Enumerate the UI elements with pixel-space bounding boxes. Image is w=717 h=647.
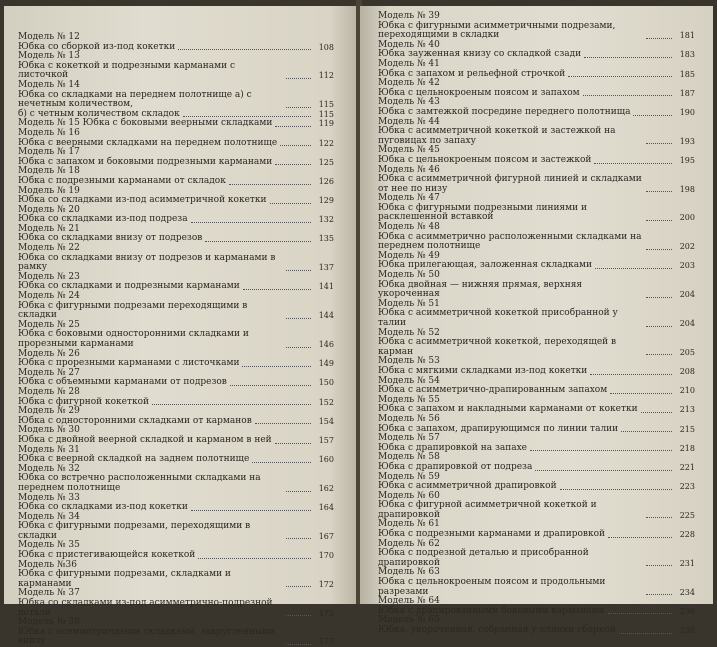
entry-description: Юбка с запахом и накладными карманами от кокетки xyxy=(378,404,638,415)
entry-line xyxy=(378,549,695,568)
toc-entry xyxy=(378,520,695,539)
entry-description: Юбка двойная — нижняя прямая, верхняя укороченная xyxy=(378,279,583,300)
dot-leader xyxy=(286,318,311,319)
toc-entry xyxy=(378,223,695,252)
dot-leader xyxy=(646,38,672,39)
page-number: 150 xyxy=(318,378,334,388)
dot-leader xyxy=(621,431,672,432)
model-number: Модель № 14 xyxy=(18,79,80,90)
toc-entry xyxy=(18,589,334,618)
toc-entry xyxy=(18,369,334,388)
entry-description: Юбка прилегающая, заложенная складками xyxy=(378,260,593,271)
model-number: Модель № 38 xyxy=(18,617,80,628)
page-number: 218 xyxy=(679,443,695,453)
entry-description: Юбка с подрезными карманами и драпировкой xyxy=(378,529,606,540)
page-number: 112 xyxy=(318,71,334,81)
toc-entry xyxy=(378,492,695,521)
entry-line xyxy=(18,91,334,110)
toc-entry xyxy=(18,129,334,148)
dot-leader xyxy=(286,538,311,539)
entry-line xyxy=(378,22,695,41)
page-number: 204 xyxy=(679,290,695,300)
toc-entry xyxy=(378,357,695,376)
page-number: 154 xyxy=(318,416,334,426)
model-number: Модель № 27 xyxy=(18,367,80,378)
model-number: Модель № 56 xyxy=(378,413,440,424)
toc-list-right xyxy=(378,12,695,636)
dot-leader xyxy=(286,644,311,645)
toc-entry xyxy=(378,60,695,79)
entry-line xyxy=(378,578,695,597)
toc-list-left xyxy=(18,33,334,647)
model-number: Модель № 52 xyxy=(378,327,440,338)
page-number: 215 xyxy=(679,424,695,434)
toc-entry xyxy=(378,252,695,271)
page-number: 200 xyxy=(679,213,695,223)
entry-line xyxy=(378,175,695,194)
toc-entry xyxy=(18,513,334,542)
model-number: Модель № 31 xyxy=(18,444,80,455)
model-number: Модель № 34 xyxy=(18,511,80,522)
model-number: Модель № 18 xyxy=(18,166,80,177)
page-number: 225 xyxy=(679,510,695,520)
dot-leader xyxy=(255,423,311,424)
entry-description: Юбка с фигурными подрезами, складками и карманами xyxy=(18,569,231,589)
entry-line xyxy=(378,281,695,300)
dot-leader xyxy=(242,366,311,367)
toc-entry xyxy=(378,79,695,98)
dot-leader xyxy=(286,347,311,348)
entry-description: Юбка с кокеткой и подрезными карманами с листочкой xyxy=(18,60,236,81)
entry-line xyxy=(378,338,695,357)
toc-entry xyxy=(378,540,695,569)
page-number: 204 xyxy=(679,319,695,328)
dot-leader xyxy=(280,145,311,146)
entry-line xyxy=(378,127,695,146)
page-number: 170 xyxy=(318,551,334,561)
entry-line xyxy=(18,522,334,541)
page-number: 137 xyxy=(318,263,334,273)
entry-line xyxy=(18,330,334,349)
entry-description: Юбка с асимметрично-драпированным запахом xyxy=(378,385,608,396)
page-number: 202 xyxy=(679,242,695,252)
model-number: Модель № 60 xyxy=(378,490,440,501)
entry-description: Юбка с запахом и рельефной строчкой xyxy=(378,68,566,79)
model-number: Модель № 16 xyxy=(18,127,80,138)
toc-entry xyxy=(378,166,695,195)
entry-description: Юбка с фигурными асимметричными подрезами, переходящими в складки xyxy=(378,20,616,41)
toc-entry xyxy=(18,206,334,225)
model-number: Модель № 42 xyxy=(378,78,440,89)
entry-description: Юбка с цельнокроеным поясом и запахом xyxy=(378,87,580,98)
dot-leader xyxy=(646,517,672,518)
entry-line xyxy=(378,233,695,252)
dot-leader xyxy=(205,241,311,242)
model-number: Модель № 41 xyxy=(378,58,440,69)
model-number: Модель № 43 xyxy=(378,97,440,108)
toc-entry xyxy=(18,148,334,167)
entry-description: Юбка с замтежкой посредине переднего полотнища xyxy=(378,106,631,117)
page-number: 181 xyxy=(679,31,695,41)
dot-leader xyxy=(646,220,672,221)
page-number: 141 xyxy=(318,282,334,292)
toc-entry xyxy=(378,329,695,358)
dot-leader xyxy=(286,491,311,492)
page-number: 157 xyxy=(318,435,334,445)
toc-entry xyxy=(18,426,334,445)
page-number: 164 xyxy=(318,503,334,513)
dot-leader xyxy=(594,163,672,164)
model-number: Модель № 39 xyxy=(378,11,440,21)
page-number: 162 xyxy=(318,483,334,493)
page-number: 126 xyxy=(318,176,334,186)
toc-entry xyxy=(378,415,695,434)
toc-entry xyxy=(378,434,695,453)
dot-leader xyxy=(583,95,672,96)
model-number: Модель № 61 xyxy=(378,519,440,530)
model-number: Модель № 55 xyxy=(378,394,440,405)
dot-leader xyxy=(608,537,672,538)
toc-entry xyxy=(18,81,334,110)
dot-leader xyxy=(230,385,311,386)
model-number: Модель № 29 xyxy=(18,406,80,417)
model-number: Модель № 28 xyxy=(18,386,80,397)
dot-leader xyxy=(560,489,672,490)
dot-leader xyxy=(646,354,672,355)
entry-description: б) с четным количеством складок xyxy=(18,108,180,119)
dot-leader xyxy=(286,615,311,616)
dot-leader xyxy=(191,510,311,511)
entry-description: Юбка с веерными складками на переднем полотнище xyxy=(18,137,278,148)
model-number: Модель № 33 xyxy=(18,492,80,503)
dot-leader xyxy=(641,412,672,413)
dot-leader xyxy=(530,450,672,451)
model-number: Модель № 25 xyxy=(18,319,80,330)
entry-line xyxy=(378,626,695,636)
entry-description: Юбка, укороченная, собранная у планки сборкой xyxy=(378,625,616,635)
model-number: Модель № 62 xyxy=(378,538,440,549)
entry-description: Юбка с объемными карманами от подрезов xyxy=(18,377,227,388)
page-number: 108 xyxy=(318,42,334,52)
page-number: 122 xyxy=(318,138,334,148)
entry-description: Юбка со складками из-под асимметричной кокетки xyxy=(18,195,267,206)
dot-leader xyxy=(535,470,672,471)
page-number: 119 xyxy=(318,119,334,129)
page-number: 115 xyxy=(318,109,334,119)
toc-entry xyxy=(378,12,695,41)
model-number: Модель № 63 xyxy=(378,567,440,578)
toc-entry xyxy=(18,52,334,81)
entry-line xyxy=(18,628,334,647)
toc-entry xyxy=(378,271,695,300)
toc-entry xyxy=(18,33,334,52)
page-number: 185 xyxy=(679,69,695,79)
page-number: 203 xyxy=(679,261,695,271)
toc-entry xyxy=(18,494,334,513)
model-number: Модель № 26 xyxy=(18,348,80,359)
dot-leader xyxy=(646,191,672,192)
model-number: Модель № 37 xyxy=(18,588,80,599)
toc-entry xyxy=(18,167,334,186)
page-number: 228 xyxy=(679,530,695,540)
dot-leader xyxy=(243,289,311,290)
dot-leader xyxy=(610,393,672,394)
page-number: 210 xyxy=(679,386,695,396)
toc-entry xyxy=(18,388,334,407)
dot-leader xyxy=(646,326,672,327)
toc-entry xyxy=(18,225,334,244)
entry-description: Юбка с драпировкой на запахе xyxy=(378,442,527,453)
entry-line xyxy=(18,254,334,273)
entry-description: Юбка с асимметричной фигурной линией и складками от нее по низу xyxy=(378,174,642,194)
dot-leader xyxy=(646,249,672,250)
dot-leader xyxy=(275,126,311,127)
toc-entry xyxy=(18,618,334,647)
dot-leader xyxy=(646,594,672,595)
dot-leader xyxy=(590,374,672,375)
model-number: Модель № 57 xyxy=(378,433,440,444)
page-number: 221 xyxy=(679,462,695,472)
model-number: Модель № 50 xyxy=(378,270,440,281)
page-number: 205 xyxy=(679,347,695,357)
entry-description: Юбка с подрезной деталью и присобранной драпировкой xyxy=(378,548,589,568)
page-number: 175 xyxy=(318,608,334,618)
toc-entry xyxy=(378,597,695,616)
page-number: 135 xyxy=(318,234,334,244)
dot-leader xyxy=(275,443,311,444)
page-number: 231 xyxy=(679,558,695,568)
model-number: Модель № 45 xyxy=(378,145,440,156)
entry-description: Юбка со складками из-под подреза xyxy=(18,214,188,225)
dot-leader xyxy=(584,57,672,58)
entry-line xyxy=(18,599,334,618)
model-number: Модель № 46 xyxy=(378,164,440,175)
toc-entry xyxy=(18,244,334,273)
page-number: 187 xyxy=(679,88,695,98)
dot-leader xyxy=(286,270,311,271)
dot-leader xyxy=(608,613,672,614)
model-number: Модель № 21 xyxy=(18,223,80,234)
entry-description: Юбка с асимметричной кокеткой, переходящей в карман xyxy=(378,337,617,357)
model-number: Модель № 35 xyxy=(18,540,80,551)
entry-line xyxy=(18,570,334,589)
model-number: Модель № 20 xyxy=(18,204,80,215)
model-number: Модель № 44 xyxy=(378,116,440,127)
entry-description: Юбка с прорезными карманами с листочками xyxy=(18,358,240,369)
toc-entry xyxy=(378,396,695,415)
entry-description: Юбка со складками внизу от подрезов и карманами в рамку xyxy=(18,252,276,273)
dot-leader xyxy=(286,586,311,587)
entry-description: Юбка с мягкими складками из-под кокетки xyxy=(378,365,588,376)
page-number: 190 xyxy=(679,107,695,117)
entry-description: Юбка с боковыми односторонними складками и прорезными карманами xyxy=(18,329,249,349)
toc-entry xyxy=(378,473,695,492)
page-number: 198 xyxy=(679,184,695,194)
model-number: Модель №36 xyxy=(18,559,77,570)
page-number: 152 xyxy=(318,397,334,407)
entry-line xyxy=(18,302,334,321)
page-number: 115 xyxy=(318,100,334,110)
dot-leader xyxy=(275,164,311,165)
model-number: Модель № 53 xyxy=(378,356,440,367)
dot-leader xyxy=(286,78,311,79)
toc-entry xyxy=(18,187,334,206)
entry-description: Юбка с цельнокроеным поясом и застежкой xyxy=(378,154,592,165)
entry-line xyxy=(378,501,695,520)
entry-description: Юбка со сборкой из-под кокетки xyxy=(18,41,176,52)
page-number: 129 xyxy=(318,196,334,206)
dot-leader xyxy=(198,558,311,559)
page-number: 172 xyxy=(318,579,334,589)
model-number: Модель № 30 xyxy=(18,425,80,436)
entry-description: Юбка с асимметрично расположенными складками на переднем полотнище xyxy=(378,231,642,252)
entry-description: Юбка с фигурной асимметричной кокеткой и драпировкой xyxy=(378,500,597,520)
dot-leader xyxy=(646,143,672,144)
entry-description: Юбка со встречно расположенными складками на переднем полотнище xyxy=(18,473,261,493)
entry-description: Юбка с веерной складкой на заднем полотнище xyxy=(18,454,250,465)
entry-description: Юбка с фигурной кокеткой xyxy=(18,396,150,407)
page-number: 213 xyxy=(679,405,695,415)
entry-description: Юбка с пристегивающейся кокеткой xyxy=(18,550,196,561)
model-number: Модель № 24 xyxy=(18,291,80,302)
model-number: Модель № 32 xyxy=(18,463,80,474)
toc-entry xyxy=(378,118,695,147)
page-number: 144 xyxy=(318,311,334,321)
dot-leader xyxy=(252,462,311,463)
page-number: 236 xyxy=(679,606,695,616)
entry-description: Юбка с асимметричной драпировкой xyxy=(378,481,557,492)
entry-line xyxy=(18,474,334,493)
entry-description: Юбка со складками внизу от подрезов xyxy=(18,233,203,244)
toc-entry xyxy=(378,568,695,597)
page-number: 125 xyxy=(318,157,334,167)
left-page xyxy=(4,6,358,647)
model-number: Модель № 47 xyxy=(378,193,440,204)
dot-leader xyxy=(633,115,672,116)
toc-entry xyxy=(18,350,334,369)
model-number: Модель № 19 xyxy=(18,185,80,196)
model-number: Модель № 13 xyxy=(18,51,80,62)
page-number: 183 xyxy=(679,50,695,60)
page-number: 223 xyxy=(679,482,695,492)
toc-entry xyxy=(18,541,334,560)
entry-description: Юбка со складками на переднем полотнище а) с нечетным количеством, xyxy=(18,89,252,110)
page-number: 160 xyxy=(318,455,334,465)
page-number: 238 xyxy=(679,626,695,635)
page-number: 146 xyxy=(318,340,334,349)
entry-description: Юбка с фигурными подрезами, переходящими в складки xyxy=(18,521,251,541)
page-number: 234 xyxy=(679,587,695,597)
model-number: Модель № 17 xyxy=(18,147,80,158)
page-number: 177 xyxy=(318,637,334,647)
entry-line xyxy=(18,62,334,81)
toc-entry xyxy=(18,446,334,465)
page-number: 132 xyxy=(318,215,334,225)
model-number: Модель № 51 xyxy=(378,298,440,309)
model-number: Модель № 12 xyxy=(18,32,80,42)
entry-description: Юбка с подрезными карманами от складок xyxy=(18,175,226,186)
model-number: Модель № 23 xyxy=(18,271,80,282)
model-number: Модель № 54 xyxy=(378,375,440,386)
toc-entry xyxy=(378,377,695,396)
entry-description: Юбка с запахом, драпирующимся по линии талии xyxy=(378,423,619,434)
toc-entry xyxy=(378,453,695,472)
toc-entry xyxy=(378,194,695,223)
dot-leader xyxy=(286,107,311,108)
model-number: Модель № 48 xyxy=(378,222,440,233)
dot-leader xyxy=(270,203,311,204)
toc-entry xyxy=(378,98,695,117)
entry-description: Юбка с асимметричными складками, закругленными внизу xyxy=(18,626,276,647)
dot-leader xyxy=(191,222,311,223)
entry-description: Юбка с асимметричной кокеткой и застежкой на пуговицах по запаху xyxy=(378,126,616,146)
right-page xyxy=(360,6,713,635)
dot-leader xyxy=(646,297,672,298)
toc-entry xyxy=(378,300,695,329)
entry-line xyxy=(378,309,695,328)
page-number: 193 xyxy=(679,136,695,146)
entry-description: Юбка с драпированными боковыми карманами xyxy=(378,605,605,616)
entry-description: Юбка с асимметричной кокеткой присобранной у талии xyxy=(378,308,618,328)
model-number: Модель № 64 xyxy=(378,596,440,607)
dot-leader xyxy=(229,184,311,185)
model-number: Модель № 59 xyxy=(378,471,440,482)
dot-leader xyxy=(619,633,672,634)
entry-description: Юбка с односторонними складками от карманов xyxy=(18,415,252,426)
dot-leader xyxy=(178,49,311,50)
toc-entry xyxy=(378,616,695,635)
entry-description: Юбка с драпировкой от подреза xyxy=(378,461,533,472)
entry-description: Юбка с цельнокроеным поясом и продольными разрезами xyxy=(378,577,606,597)
entry-line xyxy=(378,204,695,223)
page-number: 208 xyxy=(679,366,695,376)
toc-entry xyxy=(18,321,334,350)
toc-entry xyxy=(18,292,334,321)
entry-description: Юбка с фигурными подрезными линиями и расклешенной вставкой xyxy=(378,202,587,223)
entry-description: Юбка со складками из-под кокетки xyxy=(18,502,188,513)
model-number: Модель № 65 xyxy=(378,615,440,626)
dot-leader xyxy=(568,76,672,77)
dot-leader xyxy=(152,404,311,405)
model-number: Модель № 40 xyxy=(378,39,440,50)
entry-description: Юбка со складками и подрезными карманами xyxy=(18,281,240,292)
model-number: Модель № 22 xyxy=(18,243,80,254)
toc-entry xyxy=(378,146,695,165)
page-number: 167 xyxy=(318,531,334,541)
entry-description: Юбка с запахом и боковыми подрезными карманами xyxy=(18,156,273,167)
entry-description: Модель № 15 Юбка с боковыми веерными складками xyxy=(18,118,273,129)
toc-entry xyxy=(378,41,695,60)
entry-description: Юбка с фигурными подрезами переходящими в складки xyxy=(18,300,248,321)
page-number: 149 xyxy=(318,359,334,369)
model-number: Модель № 58 xyxy=(378,452,440,463)
toc-entry xyxy=(18,561,334,590)
toc-entry xyxy=(18,407,334,426)
entry-description: Юбка со складками из-под асимметрично-подрезной детали xyxy=(18,598,273,618)
dot-leader xyxy=(595,268,672,269)
toc-entry xyxy=(18,465,334,494)
model-number: Модель № 49 xyxy=(378,250,440,261)
entry-description: Юбка с двойной веерной складкой и карманом в ней xyxy=(18,434,272,445)
page-number: 195 xyxy=(679,155,695,165)
dot-leader xyxy=(646,565,672,566)
toc-entry xyxy=(18,273,334,292)
entry-description: Юбка зауженная книзу со складкой сзади xyxy=(378,49,582,60)
